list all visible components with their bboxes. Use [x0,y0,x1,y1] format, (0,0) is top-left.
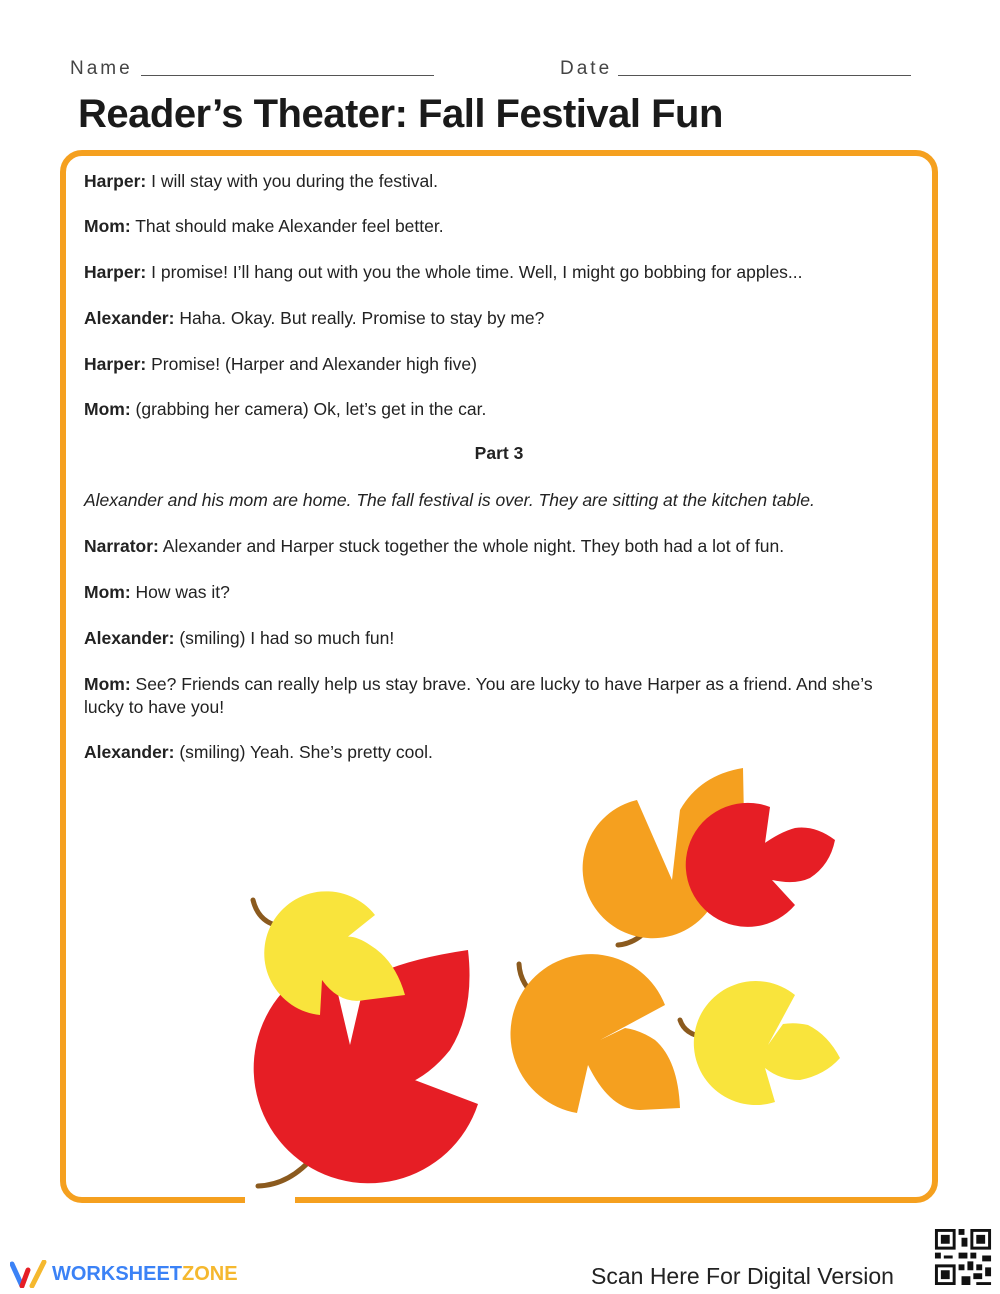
qr-code-icon[interactable] [932,1226,994,1288]
logo-mark-icon [10,1260,48,1288]
brand-name: WORKSHEET [52,1262,182,1285]
script-line: Alexander: (smiling) Yeah. She’s pretty cool. [84,742,433,762]
script-line: Harper: I will stay with you during the festival. [84,171,439,191]
red-leaf-top [686,803,835,927]
script-line: Alexander: (smiling) I had so much fun! [84,628,395,648]
stage-direction: Alexander and his mom are home. The fall festival is over. They are sitting at the kitchen table. [84,490,815,510]
brand-name-zone: ZONE [182,1262,238,1285]
script-line: Mom: See? Friends can really help us stay brave. You are lucky to have Harper as a friend. And she’s lucky to have you! [84,674,873,717]
script-line: Mom: (grabbing her camera) Ok, let’s get in the car. [84,399,487,419]
script-line: Harper: I promise! I’ll hang out with you the whole time. Well, I might go bobbing for apples... [84,262,803,282]
date-label: Date [560,58,613,79]
script-line: Harper: Promise! (Harper and Alexander high five) [84,354,477,374]
script-line: Mom: That should make Alexander feel better. [84,216,444,236]
yellow-leaf-small [694,981,840,1105]
script-line: Narrator: Alexander and Harper stuck together the whole night. They both had a lot of fun. [84,536,785,556]
leaf-stem [253,900,275,925]
part-heading: Part 3 [474,443,524,463]
orange-leaf [510,954,680,1113]
script-line: Alexander: Haha. Okay. But really. Promise to stay by me? [84,308,545,328]
worksheet-zone-logo[interactable] [10,1260,238,1288]
scan-text: Scan Here For Digital Version [591,1263,894,1289]
name-label: Name [70,58,133,79]
page-title: Reader’s Theater: Fall Festival Fun [78,92,723,136]
script-line: Mom: How was it? [84,582,230,602]
